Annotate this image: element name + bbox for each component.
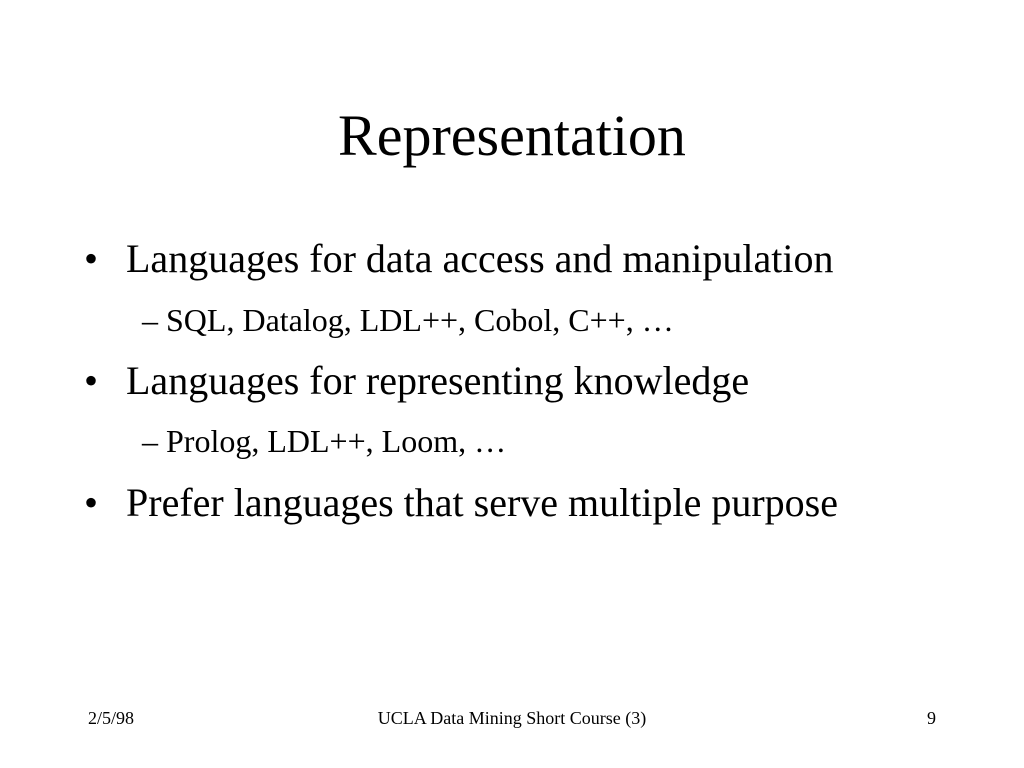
bullet-marker: •	[84, 236, 99, 281]
bullet-item	[84, 479, 838, 527]
bullet-marker: •	[84, 358, 99, 403]
footer-page-number: 9	[927, 708, 936, 728]
bullet-item	[84, 357, 749, 405]
bullet-text: Languages for representing knowledge	[126, 358, 750, 403]
slide-title: Representation	[338, 103, 686, 168]
bullet-text: Languages for data access and manipulation	[126, 236, 834, 281]
bullet-text: Prefer languages that serve multiple purpose	[126, 480, 838, 525]
sub-bullet-item: – Prolog, LDL++, Loom, …	[142, 423, 507, 459]
footer-course-title: UCLA Data Mining Short Course (3)	[377, 708, 647, 728]
bullet-item	[84, 235, 834, 283]
footer-date: 2/5/98	[88, 708, 135, 728]
bullet-marker: •	[84, 480, 99, 525]
sub-bullet-item: – SQL, Datalog, LDL++, Cobol, C++, …	[142, 302, 674, 338]
